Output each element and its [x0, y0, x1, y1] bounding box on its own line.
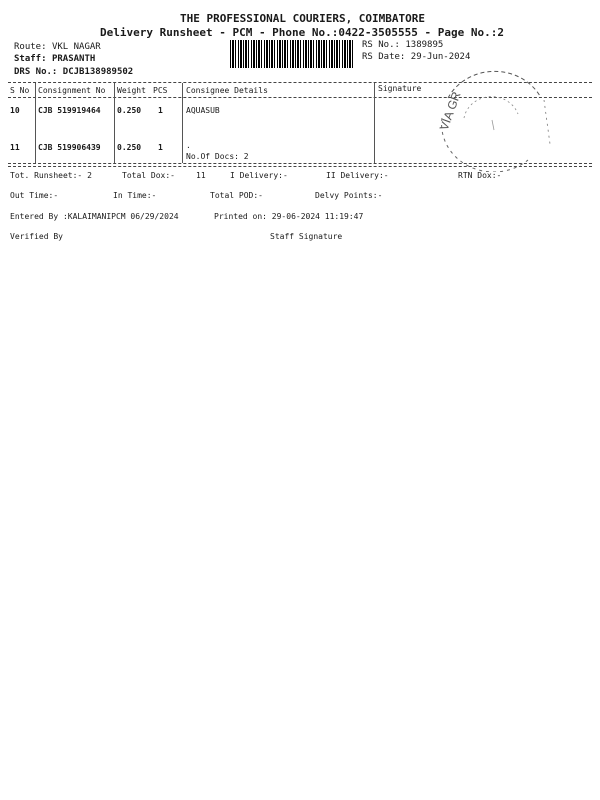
- col-header-signature: Signature: [378, 84, 422, 93]
- col-header-sno: S No: [10, 86, 30, 95]
- row-details: .: [186, 141, 191, 150]
- tot-runsheet: Tot. Runsheet:- 2: [10, 171, 92, 180]
- runsheet-subtitle: Delivery Runsheet - PCM - Phone No.:0422-3505555 - Page No.:2: [100, 26, 504, 39]
- company-title: THE PROFESSIONAL COURIERS, COIMBATORE: [180, 12, 426, 25]
- row-weight: 0.250: [117, 106, 142, 115]
- table-col-divider: [35, 83, 36, 163]
- route-field: [14, 42, 101, 52]
- delvy-points: Delvy Points:-: [315, 191, 383, 200]
- printed-on: Printed on: 29-06-2024 11:19:47: [214, 212, 364, 221]
- row-sno: 10: [10, 106, 20, 115]
- verified-by: Verified By: [10, 232, 63, 241]
- col-header-weight: Weight: [117, 86, 146, 95]
- out-time: Out Time:-: [10, 191, 59, 200]
- row-weight: 0.250: [117, 143, 142, 152]
- route-value: VKL NAGAR: [51, 42, 101, 52]
- rs-no-label: RS No.:: [362, 40, 400, 50]
- row-consignment: CJB 519919464: [38, 106, 101, 115]
- delivery-stamp: [432, 68, 556, 172]
- entered-by: Entered By :KALAIMANIPCM 06/29/2024: [10, 212, 179, 221]
- col-header-pcs: PCS: [153, 86, 168, 95]
- rs-date-field: [362, 52, 470, 62]
- staff-signature: Staff Signature: [270, 232, 343, 241]
- rs-date-value: 29-Jun-2024: [410, 52, 471, 62]
- stamp-text: VIA GR: [436, 89, 464, 133]
- barcode: [230, 40, 355, 68]
- route-label: Route:: [14, 42, 47, 52]
- total-dox-label: Total Dox:-: [122, 171, 175, 180]
- staff-field: [14, 54, 95, 64]
- rtn-dox: RTN Dox:-: [458, 171, 502, 180]
- row-consignment: CJB 519906439: [38, 143, 101, 152]
- row-pcs: 1: [158, 106, 163, 115]
- ii-delivery: II Delivery:-: [326, 171, 389, 180]
- rs-date-label: RS Date:: [362, 52, 406, 62]
- row-pcs: 1: [158, 143, 163, 152]
- row-details: AQUASUB: [186, 106, 220, 115]
- table-col-divider: [182, 83, 183, 163]
- table-col-divider: [374, 83, 375, 163]
- drs-value: DCJB138989502: [62, 67, 134, 77]
- row-details-docs: No.Of Docs: 2: [186, 152, 249, 161]
- rs-no-value: 1389895: [405, 40, 444, 50]
- staff-value: PRASANTH: [51, 54, 96, 64]
- total-dox-value: 11: [196, 171, 206, 180]
- rs-no-field: [362, 40, 443, 50]
- table-col-divider: [114, 83, 115, 163]
- drs-label: DRS No.:: [14, 67, 58, 77]
- in-time: In Time:-: [113, 191, 157, 200]
- i-delivery: I Delivery:-: [230, 171, 288, 180]
- drs-field: [14, 67, 133, 77]
- col-header-consignment: Consignment No: [38, 86, 106, 95]
- total-pod: Total POD:-: [210, 191, 263, 200]
- staff-label: Staff:: [14, 54, 47, 64]
- totals-rule: [8, 166, 592, 167]
- col-header-consignee: Consignee Details: [186, 86, 268, 95]
- row-sno: 11: [10, 143, 20, 152]
